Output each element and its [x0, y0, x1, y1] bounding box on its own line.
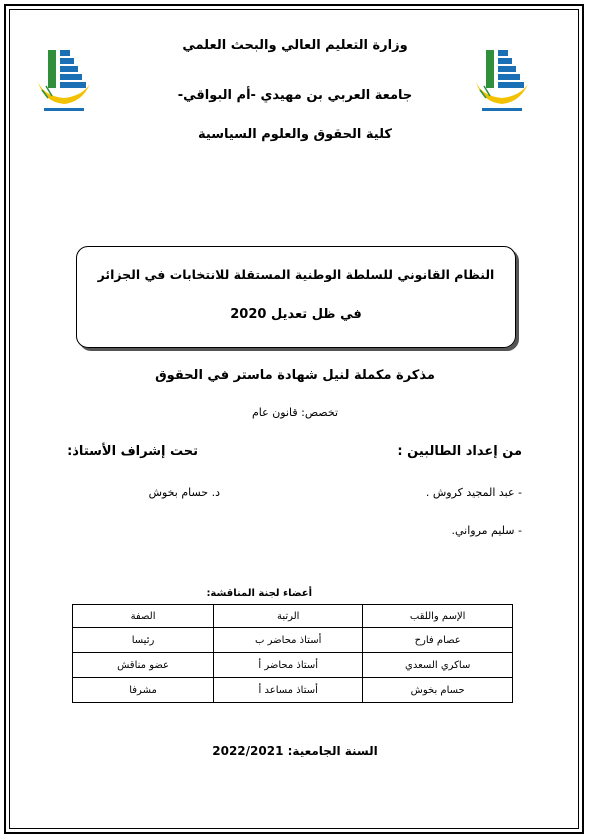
member-rank: أستاذ مساعد أ [214, 678, 363, 703]
member-name: عصام فارح [363, 628, 513, 653]
faculty-name: كلية الحقوق والعلوم السياسية [198, 127, 392, 142]
ministry-name: وزارة التعليم العالي والبحث العلمي [182, 38, 408, 53]
academic-year: السنة الجامعية: 2022/2021 [212, 744, 378, 758]
member-role: مشرفا [73, 678, 214, 703]
member-role: رئيسا [73, 628, 214, 653]
thesis-title-line1: النظام القانوني للسلطة الوطنية المستقلة للانتخابات في الجزائر [97, 267, 495, 282]
student-name: - سليم مرواني. [451, 524, 522, 537]
member-role: عضو مناقش [73, 653, 214, 678]
thesis-title-box [76, 246, 516, 348]
table-header-row [73, 605, 513, 628]
column-header-role: الصفة [73, 605, 214, 628]
specialization: تخصص: قانون عام [251, 406, 339, 419]
university-logo-icon [34, 46, 94, 118]
member-rank: أستاذ محاضر أ [214, 653, 363, 678]
thesis-title-line2: في ظل تعديل 2020 [230, 307, 362, 322]
table-row [73, 653, 513, 678]
table-row [73, 678, 513, 703]
supervisor-heading: تحت إشراف الأستاذ: [67, 444, 198, 459]
member-rank: أستاذ محاضر ب [214, 628, 363, 653]
student-name: - عبد المجيد كروش . [425, 486, 522, 499]
member-name: حسام بخوش [363, 678, 513, 703]
prepared-by-heading: من إعداد الطالبين : [397, 444, 522, 459]
thesis-type: مذكرة مكملة لنيل شهادة ماستر في الحقوق [155, 368, 435, 383]
university-logo-icon [472, 46, 532, 118]
committee-title: أعضاء لجنة المناقشة: [206, 588, 312, 599]
committee-table [72, 604, 513, 703]
university-name: جامعة العربي بن مهيدي -أم البواقي- [177, 88, 413, 103]
member-name: ساكري السعدي [363, 653, 513, 678]
column-header-rank: الرتبة [214, 605, 363, 628]
table-row [73, 628, 513, 653]
supervisor-name: د. حسام بخوش [148, 486, 220, 499]
column-header-name: الإسم واللقب [363, 605, 513, 628]
